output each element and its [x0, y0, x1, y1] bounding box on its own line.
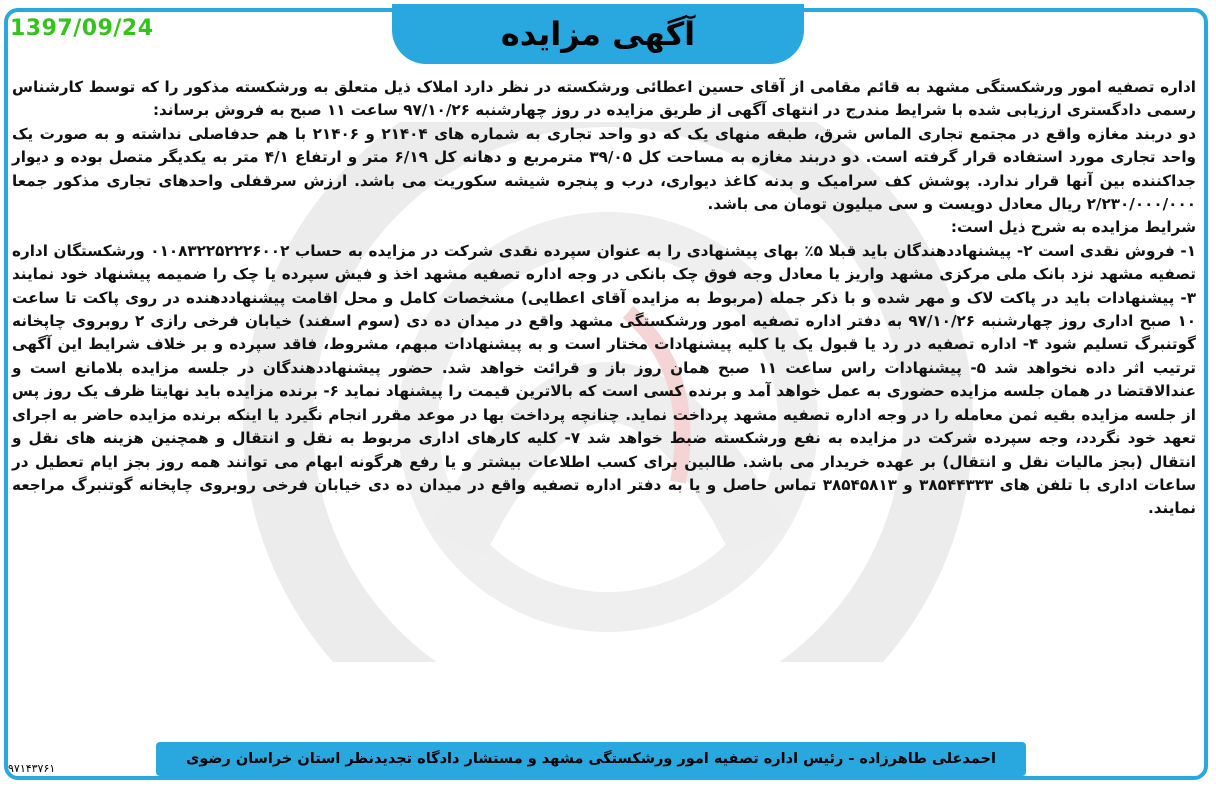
conditions-list: ۱- فروش نقدی است ۲- پیشنهاددهندگان باید قبلا ۵٪ بهای پیشنهادی را به عنوان سپرده نقدی شرکت در مزایده به حساب ۰۱۰۸۳۲۲۵۲۲۲۶۰۰۲ ورشکستگان اداره تصفیه مشهد نزد بانک ملی مرکزی مشهد واریز یا معادل وجه فوق چک بانکی در وجه اداره تصفیه مشهد اخذ و فیش سپرده یا چک را ضمیمه پیشنهاد خود نمایند ۳- پیشنهادات باید در پاکت لاک و مهر شده و با ذکر جمله (مربوط به مزایده آقای اعطایی) مشخصات کامل و محل اقامت پیشنهاددهنده در روی پاکت تا ساعت ۱۰ صبح اداری روز چهارشنبه ۹۷/۱۰/۲۶ به دفتر اداره تصفیه امور ورشکستگی مشهد واقع در میدان ده دی (سوم اسفند) خیابان فرخی رازی ۲ روبروی چاپخانه گوتنبرگ تسلیم شود ۴- اداره تصفیه در رد یا قبول یک یا کلیه پیشنهادات مختار است و به پیشنهادات مبهم، مشروط، فاقد سپرده و بر خلاف شرایط این آگهی ترتیب اثر داده نخواهد شد ۵- پیشنهادات راس ساعت ۱۱ صبح همان روز باز و قرائت خواهد شد. حضور پیشنهاددهندگان در جلسه مزایده بلامانع است و عندالاقتضا در همان جلسه مزایده حضوری به عمل خواهد آمد و برنده کسی است که بالاترین قیمت را پیشنهاد نماید ۶- برنده مزایده باید نهایتا ظرف یک روز پس از جلسه مزایده بقیه ثمن معامله را در وجه اداره تصفیه مشهد پرداخت نماید. چنانچه پرداخت بها در موعد مقرر انجام نگیرد یا اینکه برنده مزایده حاضر به اجرای تعهد خود نگردد، وجه سپرده شرکت در مزایده به نفع ورشکسته ضبط خواهد شد ۷- کلیه کارهای اداری مربوط به نقل و انتقال و همچنین هزینه های نقل و انتقال (بجز مالیات نقل و انتقال) بر عهده خریدار می باشد. طالبین برای کسب اطلاعات بیشتر و یا رفع هرگونه ابهام می توانند همه روز بجز ایام تعطیل در ساعات اداری با تلفن های ۳۸۵۴۴۳۳۳ و ۳۸۵۴۵۸۱۳ تماس حاصل و یا به دفتر اداره تصفیه واقع در میدان ده دی خیابان فرخی روبروی چاپخانه گوتنبرگ مراجعه نمایند.	[12, 241, 1197, 518]
signature-banner	[156, 742, 1026, 776]
intro-paragraph: اداره تصفیه امور ورشکستگی مشهد به قائم مقامی از آقای حسین اعطائی ورشکسته در نظر دارد املاک ذیل متعلق به ورشکسته مذکور را که توسط کارشناس رسمی دادگستری ارزیابی شده با شرایط مندرج در انتهای آگهی از طریق مزایده در روز چهارشنبه ۹۷/۱۰/۲۶ ساعت ۱۱ صبح به فروش برساند:	[12, 78, 1196, 120]
date-stamp: 1397/09/24	[10, 16, 154, 41]
notice-body	[12, 76, 1196, 521]
title-banner	[392, 4, 804, 64]
signature-text: احمدعلی طاهرزاده - رئیس اداره تصفیه امور ورشکستگی مشهد و مستشار دادگاه تجدیدنظر استان خراسان رضوی	[186, 751, 996, 767]
conditions-heading: شرایط مزایده به شرح ذیل است:	[950, 218, 1196, 237]
ad-code: ۹۷۱۴۳۷۶۱	[8, 762, 56, 775]
notice-title: آگهی مزایده	[500, 15, 696, 53]
property-description: دو دربند مغازه واقع در مجتمع تجاری الماس شرق، طبقه منهای یک که دو واحد تجاری به شماره های ۲۱۴۰۴ و ۲۱۴۰۶ با هم حدفاصلی نداشته و به صورت یک واحد تجاری مورد استفاده قرار گرفته است. دو دربند مغازه به مساحت کل ۳۹/۰۵ مترمربع و دهانه کل ۶/۱۹ متر و ارتفاع ۴/۱ متر به یکدیگر متصل بوده و دیوار جداکننده بین آنها قرار ندارد. پوشش کف سرامیک و بدنه کاغذ دیواری، درب و پنجره شیشه سکوریت می باشد. ارزش سرقفلی واحدهای تجاری مذکور جمعا ۲/۲۳۰/۰۰۰/۰۰۰ ریال معادل دویست و سی میلیون تومان می باشد.	[12, 124, 1196, 214]
